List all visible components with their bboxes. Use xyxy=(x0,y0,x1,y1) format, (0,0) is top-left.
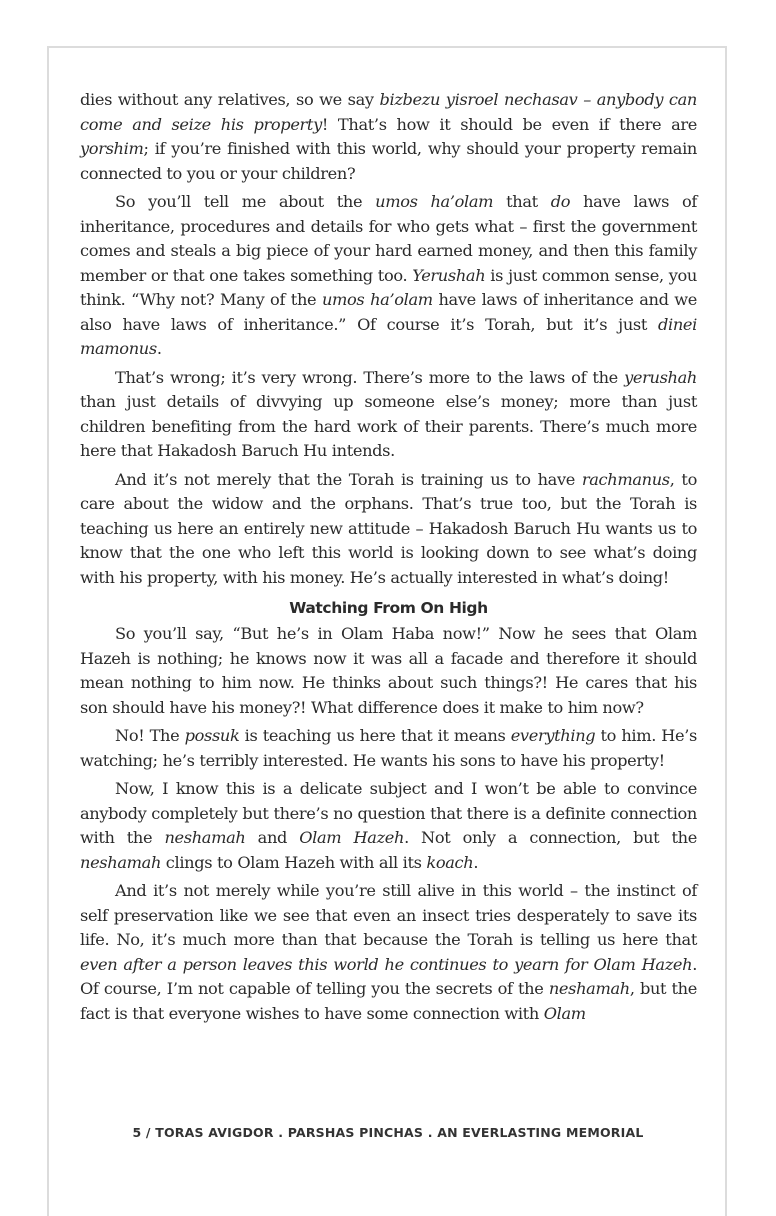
text: have laws of inheritance and we also have laws of inheritance.” Of course it’s Torah, but it’s just xyxy=(80,290,698,334)
italic-term: Yerushah xyxy=(412,265,486,285)
italic-term: umos ha’olam xyxy=(375,192,494,211)
italic-term: do xyxy=(550,192,571,211)
italic-term: neshamah xyxy=(80,852,162,872)
paragraph-8 xyxy=(80,879,697,1026)
italic-term: yerushah xyxy=(624,367,697,387)
text: , but the fact is that everyone wishes to have some connection with xyxy=(80,979,697,1023)
text: ; if you’re finished with this world, why should your property remain connected to you or your children? xyxy=(80,139,697,183)
text: And it’s not merely while you’re still alive in this world – the instinct of self preservation like we see that even an insect tries desperately to save its life. No, it’s much more than that because the Torah is telling us here that xyxy=(80,881,697,949)
text: That’s wrong; it’s very wrong. There’s more to the laws of the xyxy=(115,367,625,387)
text: dies without any relatives, so we say xyxy=(80,90,380,109)
text: So you’ll tell me about the xyxy=(115,192,376,211)
paragraph-3 xyxy=(80,366,697,464)
italic-term: umos ha’olam xyxy=(321,290,433,309)
text: is teaching us here that it means xyxy=(239,726,511,745)
text: So you’ll say, “But he’s in Olam Haba now!” Now he sees that Olam Hazeh is nothing; he knows now it was all a facade and therefore it should mean nothing to him now. He thinks about such things?! He cares that his son should have his money?! What difference does it make to him now? xyxy=(80,624,697,717)
text: is just common sense, you think. “Why not? Many of the xyxy=(80,265,697,309)
text: ! That’s how it should be even if there are xyxy=(321,114,697,134)
paragraph-5 xyxy=(80,622,697,720)
text: and xyxy=(245,828,300,847)
text: that xyxy=(493,192,551,211)
italic-term: dinei mamonus xyxy=(80,314,697,358)
italic-term: even after a person leaves this world he continues to yearn for Olam Hazeh xyxy=(80,954,693,974)
italic-term: bizbezu yisroel nechasav – anybody can come and seize his property xyxy=(80,90,697,134)
italic-term: neshamah xyxy=(164,828,246,847)
italic-term: neshamah xyxy=(548,979,630,998)
text: . Not only a connection, but the xyxy=(404,828,697,847)
paragraph-6 xyxy=(80,724,697,773)
text: Now, I know this is a delicate subject and I won’t be able to convince anybody completely but there’s no question that there is a definite connection with the xyxy=(80,779,697,847)
text: , to care about the widow and the orphans. That’s true too, but the Torah is teaching us here an entirely new attitude – Hakadosh Baruch Hu wants us to know that the one who left this world is looking down to see what’s doing with his property, with his money. He’s actually interested in what’s doing! xyxy=(80,469,697,587)
text: than just details of divvying up someone else’s money; more than just children benefiting from the hard work of their parents. There’s much more here that Hakadosh Baruch Hu intends. xyxy=(80,392,697,460)
italic-term: Olam Hazeh xyxy=(299,828,405,847)
italic-term: koach xyxy=(426,852,474,872)
text: . xyxy=(473,852,479,872)
article-body xyxy=(80,88,697,1030)
paragraph-7 xyxy=(80,777,697,875)
italic-term: everything xyxy=(510,726,596,745)
text: And it’s not merely that the Torah is training us to have xyxy=(115,469,582,489)
italic-term: Olam xyxy=(543,1003,586,1023)
section-heading: Watching From On High xyxy=(289,599,488,617)
paragraph-1 xyxy=(80,88,697,186)
text: . xyxy=(156,339,162,358)
italic-term: possuk xyxy=(184,726,240,745)
text: clings to Olam Hazeh with all its xyxy=(161,852,427,872)
italic-term: yorshim xyxy=(80,139,144,158)
paragraph-2 xyxy=(80,190,697,362)
text: to him. He’s watching; he’s terribly interested. He wants his sons to have his property! xyxy=(80,726,697,770)
page-footer: 5 / TORAS AVIGDOR . PARSHAS PINCHAS . AN EVERLASTING MEMORIAL xyxy=(132,1125,644,1140)
text: have laws of inheritance, procedures and details for who gets what – first the government comes and steals a big piece of your hard earned money, and then this family member or that one takes something too. xyxy=(80,192,698,285)
text: No! The xyxy=(115,726,185,745)
paragraph-4 xyxy=(80,468,697,591)
text: . Of course, I’m not capable of telling you the secrets of the xyxy=(80,954,697,998)
italic-term: rachmanus xyxy=(581,469,670,489)
